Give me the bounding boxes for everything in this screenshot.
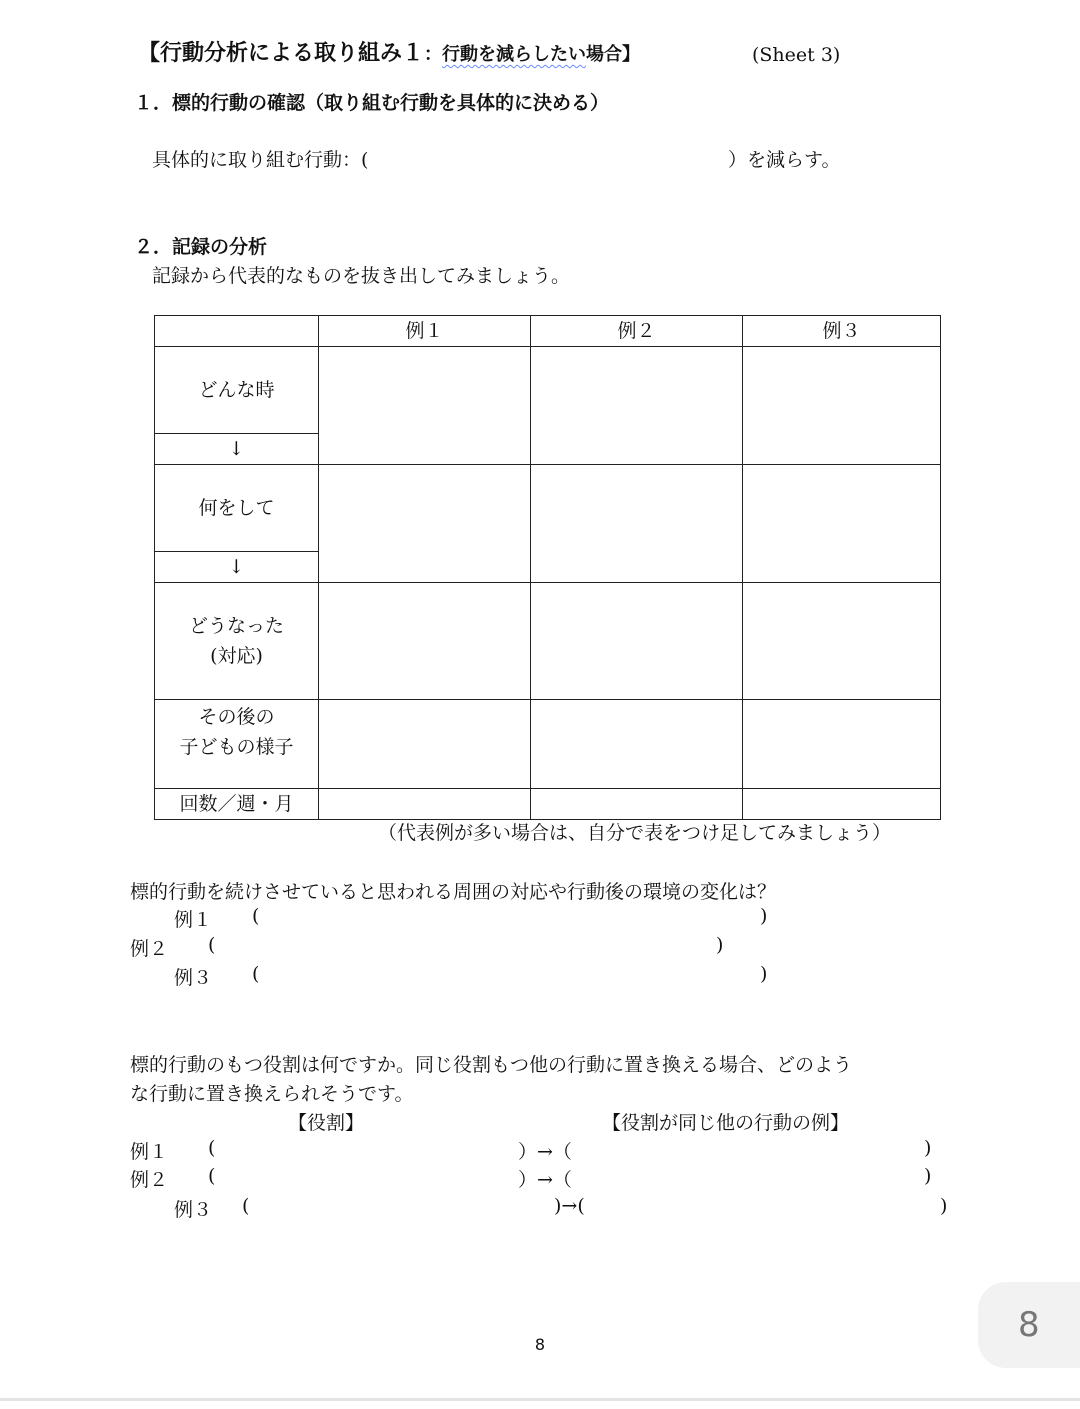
q2-paren-close: ) [924, 1165, 932, 1187]
q1-paren-open: ( [252, 905, 260, 927]
question2-text-line1: 標的行動のもつ役割は何ですか。同じ役割もつ他の行動に置き換える場合、どのよう [130, 1054, 853, 1076]
q2-arrow: ）→（ [518, 1141, 572, 1163]
table-row [155, 700, 941, 789]
title-sub-end: 場合】 [586, 44, 641, 65]
cell-count-ex2[interactable] [531, 789, 743, 820]
sheet-label: (Sheet 3) [752, 44, 841, 66]
table-row [155, 465, 941, 552]
table-note: （代表例が多い場合は、自分で表をつけ足してみましょう） [378, 822, 892, 844]
title-main: 【行動分析による取り組み１ [138, 41, 425, 66]
cell-result-ex3[interactable] [743, 583, 941, 700]
section2-intro: 記録から代表的なものを抜き出してみましょう。 [152, 265, 571, 287]
q2-paren-close: ) [924, 1137, 932, 1159]
header-blank [155, 316, 319, 347]
row-label-when: どんな時 [155, 347, 319, 434]
title-sub-wavy: 行動を減らしたい [442, 44, 587, 65]
table-header-row [155, 316, 941, 347]
cell-count-ex3[interactable] [743, 789, 941, 820]
q2-example-label: 例２ [130, 1169, 169, 1191]
col-role-heading: 【役割】 [288, 1112, 365, 1134]
row-label-what: 何をして [155, 465, 319, 552]
cell-when-ex1[interactable] [319, 347, 531, 465]
cell-when-ex2[interactable] [531, 347, 743, 465]
q1-paren-close: ) [760, 963, 768, 985]
header-example-3: 例３ [743, 316, 941, 347]
q1-example-label: 例２ [130, 938, 169, 960]
question1-text: 標的行動を続けさせていると思われる周囲の対応や行動後の環境の変化は？ [130, 881, 777, 903]
q2-example-label: 例１ [130, 1141, 169, 1163]
page-indicator-badge [978, 1282, 1080, 1368]
arrow-down: ↓ [155, 552, 319, 583]
row-label-result-line1: どうなった [188, 615, 284, 637]
q1-paren-close: ) [716, 934, 724, 956]
cell-what-ex1[interactable] [319, 465, 531, 583]
q1-paren-open: ( [208, 934, 216, 956]
record-table [154, 315, 941, 820]
row-label-result-line2: (対応) [210, 645, 263, 667]
cell-after-ex3[interactable] [743, 700, 941, 789]
target-behavior-end: ）を減らす。 [728, 149, 841, 171]
bottom-divider [0, 1398, 1080, 1401]
row-label-after-line2: 子どもの様子 [179, 736, 294, 758]
target-behavior-label: 具体的に取り組む行動：( [152, 149, 369, 171]
q1-example-label: 例３ [174, 967, 213, 989]
q1-paren-open: ( [252, 963, 260, 985]
cell-what-ex2[interactable] [531, 465, 743, 583]
row-label-after-line1: その後の [198, 706, 275, 728]
cell-count-ex1[interactable] [319, 789, 531, 820]
cell-what-ex3[interactable] [743, 465, 941, 583]
question2-text-line2: な行動に置き換えられそうです。 [130, 1083, 414, 1105]
table-row [155, 789, 941, 820]
q1-example-label: 例１ [174, 909, 213, 931]
cell-when-ex3[interactable] [743, 347, 941, 465]
q2-paren-open: ( [208, 1137, 216, 1159]
section1-heading: １．標的行動の確認（取り組む行動を具体的に決める） [134, 92, 610, 114]
header-example-1: 例１ [319, 316, 531, 347]
page-title [138, 36, 640, 67]
q2-arrow: ）→（ [518, 1169, 572, 1191]
cell-after-ex1[interactable] [319, 700, 531, 789]
row-label-result [155, 583, 319, 700]
cell-result-ex2[interactable] [531, 583, 743, 700]
arrow-down: ↓ [155, 434, 319, 465]
cell-result-ex1[interactable] [319, 583, 531, 700]
q2-paren-open: ( [208, 1165, 216, 1187]
section2-heading: ２．記録の分析 [134, 236, 268, 258]
table-row [155, 583, 941, 700]
q1-paren-close: ) [760, 905, 768, 927]
row-label-count: 回数／週・月 [155, 789, 319, 820]
table-row [155, 347, 941, 434]
q2-arrow: )→( [554, 1195, 585, 1217]
row-label-after [155, 700, 319, 789]
header-example-2: 例２ [531, 316, 743, 347]
page-indicator-number: 8 [1018, 1305, 1040, 1345]
cell-after-ex2[interactable] [531, 700, 743, 789]
col-alt-heading: 【役割が同じ他の行動の例】 [602, 1112, 850, 1134]
q2-paren-open: ( [242, 1195, 250, 1217]
q2-example-label: 例３ [174, 1199, 213, 1221]
title-sub-sep: ： [424, 44, 443, 65]
page-number: 8 [534, 1335, 546, 1354]
q2-paren-close: ) [940, 1195, 948, 1217]
